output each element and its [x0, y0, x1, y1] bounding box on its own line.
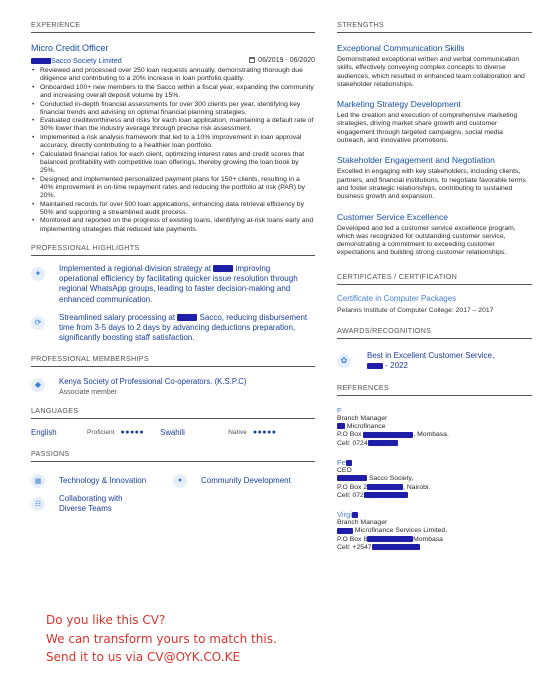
redaction: [31, 58, 51, 64]
memberships-heading: PROFESSIONAL MEMBERSHIPS: [31, 354, 315, 367]
highlight-text-start: Streamlined salary processing at: [59, 312, 176, 322]
list-item: • Implemented a risk analysis framework that led to a 10% improvement in loan approval accuracy, directly contributing to a healthier loan portfolio.: [31, 134, 315, 150]
references-heading: REFERENCES: [337, 383, 532, 396]
strength-title: Marketing Strategy Development: [337, 99, 461, 110]
passion-label: Community Development: [201, 475, 291, 485]
language-rating: ●●●●●: [252, 428, 277, 436]
redaction: [367, 484, 403, 490]
language-rating: ●●●●●: [120, 428, 145, 436]
reference-cell-text: Cell: +2547: [337, 544, 372, 552]
certificate-title[interactable]: Certificate in Computer Packages: [337, 293, 457, 303]
passion-label: Technology & Innovation: [59, 475, 147, 485]
language-name: Swahili: [160, 427, 185, 437]
strength-title: Stakeholder Engagement and Negotiation: [337, 155, 495, 166]
reference-role: CEO: [337, 466, 352, 474]
membership-details: [59, 377, 247, 396]
reference-cell: [337, 492, 532, 500]
strength-text: Developed and led a customer service excellence program, which was recognized for outstanding customer service, demonstrating a commitment to exceeding customer expectations and building strong customer relationships.: [337, 224, 516, 257]
group-icon: ☷: [31, 497, 45, 511]
passions-heading: PASSIONS: [31, 449, 315, 462]
reference-cell: [337, 440, 532, 448]
job-company: [31, 56, 122, 65]
strength-text: Demonstrated exceptional written and verbal communication skills, effectively conveying complex concepts to diverse audiences, which resulted in enhanced team collaboration and stakeholder relationships.: [337, 56, 525, 88]
promo-line-3[interactable]: Send it to us via CV@OYK.CO.KE: [46, 650, 241, 664]
reference-name-text: Virgi: [337, 510, 353, 520]
award-year: - 2022: [385, 360, 408, 370]
list-item: • Monitored and reported on the progress of existing loans, identifying at-risk loans early and implementing strategies that reduced late payments.: [31, 217, 315, 233]
redaction: [372, 544, 420, 550]
list-item: • Calculated financial ratios for each client, optimizing interest rates and credit scores that balanced profitability with competitive loan offerings, thereby growing the loan book by 25%.: [31, 151, 315, 175]
strength-title: Customer Service Excellence: [337, 211, 449, 222]
reference-org: [337, 527, 532, 535]
reference-name-text: F: [337, 405, 342, 415]
job-date-range: 06/2019 - 06/2020: [258, 56, 315, 64]
awards-heading: AWARDS/RECOGNITIONS: [337, 326, 532, 339]
reference-item: [337, 458, 532, 500]
strengths-heading: STRENGTHS: [337, 20, 532, 33]
list-item: • Designed and implemented personalized payment plans for 150+ clients, resulting in a 40% improvement in on-time repayment rates and reducing the portfolio at risk (PAR) by 20%.: [31, 176, 315, 200]
reference-address: [337, 536, 532, 544]
medal-icon: ✿: [337, 354, 351, 368]
highlight-text: [59, 264, 311, 305]
redaction: [367, 363, 383, 369]
strength-text: Led the creation and execution of comprehensive marketing strategies, driving market share growth and customer engagement through targeted campaigns, social media outreach, and innovative promotions.: [337, 112, 518, 145]
reference-org: [337, 475, 532, 483]
certificates-heading: CERTIFICATES / CERTIFICATION: [337, 272, 532, 285]
reference-address-tail: , Mombasa.: [413, 431, 449, 439]
redaction: [346, 460, 352, 466]
passion-label: Collaborating with Diverse Teams: [59, 493, 123, 513]
list-item: • Conducted in-depth financial assessments for over 300 clients per year, identifying key financial trends and advising on optimal financial planning strategies.: [31, 101, 315, 117]
reference-item: [337, 510, 532, 552]
list-item: • Onboarded 100+ new members to the Sacco within a fiscal year, expanding the community and increasing overall deposit volume by 15%.: [31, 84, 315, 100]
reference-address-text: P.O Box 2: [337, 483, 368, 491]
list-item: • Maintained records for over 500 loan applications, enhancing data retrieval efficiency by 50% and supporting a streamlined audit process.: [31, 201, 315, 217]
redaction: [363, 432, 413, 438]
membership-role: Associate member: [59, 388, 117, 396]
highlight-item: [31, 313, 315, 344]
reference-address-text: P.O Box: [337, 431, 362, 439]
redaction: [213, 265, 233, 272]
reference-address-text: P.O Box 8: [337, 535, 368, 543]
redaction: [177, 314, 197, 321]
award-text: [367, 351, 494, 371]
reference-org-text: Sacco Society,: [368, 475, 414, 483]
reference-name: [337, 510, 532, 519]
languages-heading: LANGUAGES: [31, 406, 315, 419]
highlight-item: [31, 264, 315, 305]
highlights-heading: PROFESSIONAL HIGHLIGHTS: [31, 243, 315, 256]
redaction: [337, 528, 353, 534]
experience-bullets: [31, 67, 315, 234]
reference-address-tail: Mombasa: [413, 535, 443, 543]
job-title: Micro Credit Officer: [31, 43, 109, 53]
promo-text: [46, 611, 277, 667]
reference-cell-text: Cell: 0724: [337, 439, 368, 447]
reference-address: [337, 484, 532, 492]
calendar-icon: [249, 57, 255, 63]
award-item: [337, 351, 532, 371]
job-header: [31, 43, 315, 65]
highlight-text: [59, 313, 311, 344]
reference-name: [337, 458, 532, 467]
cycle-icon: ⟳: [31, 316, 45, 330]
person-icon: ●: [173, 474, 187, 488]
right-column: [337, 20, 532, 552]
reference-address-tail: , Nairobi.: [403, 483, 431, 491]
language-level: Native: [228, 428, 247, 436]
reference-item: [337, 406, 532, 448]
reference-cell-text: Cell: 072: [337, 491, 364, 499]
diamond-icon: ◆: [31, 378, 45, 392]
award-line-2: [367, 361, 494, 371]
membership-item: [31, 377, 315, 396]
highlight-text-end: improving operational efficiency by facilitating quicker issue resolution through regional WhatsApp groups, leading to faster decision-making and enhanced communication.: [59, 263, 298, 304]
redaction: [364, 492, 408, 498]
language-name: English: [31, 427, 57, 437]
strength-title: Exceptional Communication Skills: [337, 43, 465, 53]
company-name: Sacco Society Limited: [51, 56, 122, 65]
reference-role: Branch Manager: [337, 414, 388, 422]
membership-name: Kenya Society of Professional Co-operators. (K.S.P.C): [59, 376, 247, 386]
experience-heading: EXPERIENCE: [31, 20, 315, 33]
reference-address: [337, 431, 532, 439]
highlight-text-start: Implemented a regional division strategy at: [59, 263, 212, 273]
award-line-1: Best in Excellent Customer Service,: [367, 350, 495, 360]
reference-role: Branch Manager: [337, 519, 388, 527]
reference-name-text: Fe: [337, 457, 346, 467]
lightbulb-icon: ✦: [31, 267, 45, 281]
list-item: • Reviewed and processed over 250 loan requests annually, demonstrating thorough due diligence and contributing to a 20% increase in loan portfolio quality.: [31, 67, 315, 83]
reference-org-text: Microfinance Services Limited.: [354, 527, 448, 535]
redaction: [367, 536, 413, 542]
left-column: [31, 20, 315, 514]
certificate-issuer: Petanns Institute of Computer College: 2017 – 2017: [337, 306, 494, 314]
promo-line-2: We can transform yours to match this.: [46, 631, 277, 646]
job-dates: [249, 55, 315, 65]
strength-text: Excelled in engaging with key stakeholders, including clients, partners, and financial institutions, to negotiate favorable terms and foster strategic relationships, contributing to sustained business growth and expansion.: [337, 168, 526, 201]
redaction: [337, 423, 345, 429]
redaction: [337, 475, 367, 481]
passion-item: [31, 494, 171, 514]
passions-grid: [31, 468, 315, 514]
reference-cell: [337, 544, 532, 552]
redaction: [368, 440, 398, 446]
passion-item: [31, 474, 173, 488]
highlight-text-end: Sacco, reducing disbursement time from 3-5 days to 2 days by advancing deductions preparation, significantly boosting staff satisfaction.: [59, 312, 308, 343]
reference-name: [337, 406, 532, 415]
windows-icon: ▦: [31, 474, 45, 488]
promo-line-1: Do you like this CV?: [46, 613, 166, 627]
languages-row: [31, 428, 315, 437]
passion-item: [173, 474, 315, 488]
reference-org: [337, 423, 532, 431]
language-level: Proficient: [87, 428, 115, 436]
list-item: • Evaluated creditworthiness and risks for each loan application, maintaining a default rate of 30% lower than the industry average through precise risk assessment.: [31, 117, 315, 133]
redaction: [352, 512, 358, 518]
reference-org-text: Microfinance: [346, 423, 386, 431]
